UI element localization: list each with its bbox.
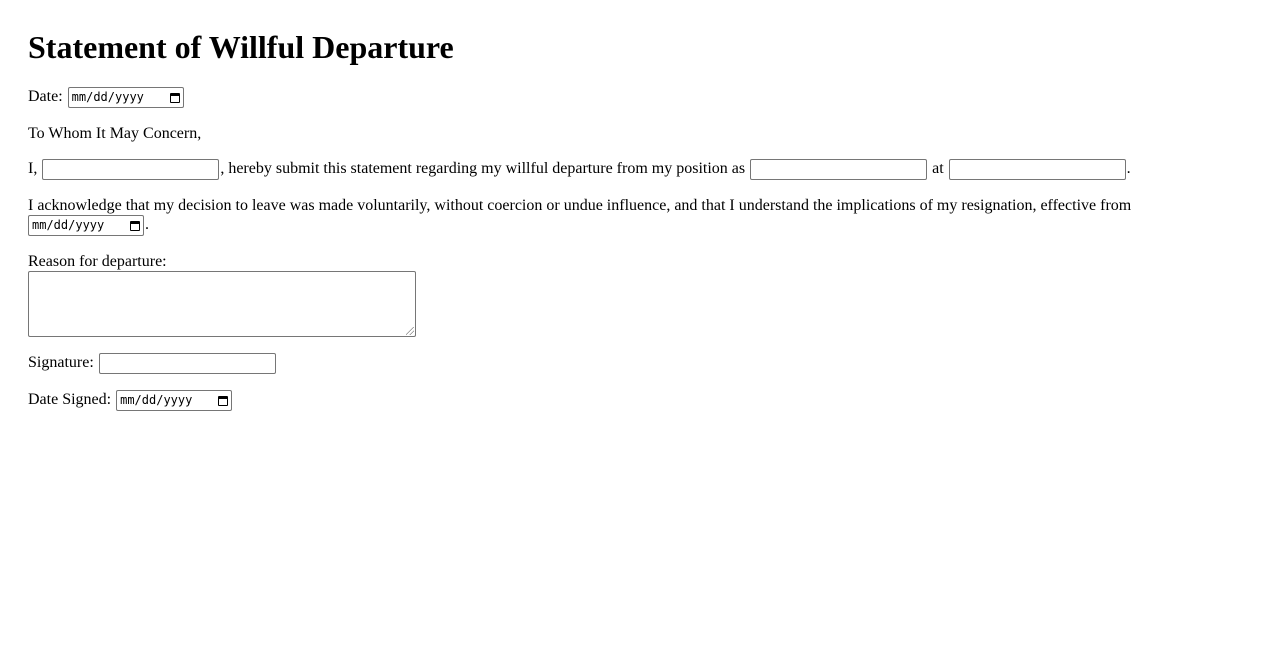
statement-middle: , hereby submit this statement regarding my willful departure from my position as <box>220 160 746 178</box>
signature-row <box>28 353 1268 374</box>
acknowledgement-end: . <box>145 216 149 234</box>
reason-textarea[interactable] <box>28 271 416 337</box>
greeting: To Whom It May Concern, <box>28 125 202 142</box>
date-label: Date: <box>28 88 63 106</box>
calendar-icon[interactable] <box>170 93 180 103</box>
signature-label: Signature: <box>28 354 94 372</box>
resize-grip-icon[interactable] <box>406 327 414 335</box>
statement-end: . <box>1126 160 1131 178</box>
position-field[interactable] <box>750 159 927 180</box>
calendar-icon[interactable] <box>218 396 228 406</box>
date-signed-field[interactable] <box>116 390 232 411</box>
signature-field[interactable] <box>99 353 276 374</box>
reason-label: Reason for departure: <box>28 253 167 270</box>
date-field[interactable] <box>68 87 184 108</box>
statement-at: at <box>932 160 944 178</box>
date-signed-row <box>28 390 1268 411</box>
date-row <box>28 87 1268 108</box>
acknowledgement-row <box>28 196 1268 236</box>
company-field[interactable] <box>949 159 1126 180</box>
date-field-placeholder: mm/dd/yyyy <box>71 90 144 104</box>
name-field[interactable] <box>42 159 219 180</box>
reason-row <box>28 252 1268 337</box>
statement-prefix: I, <box>28 160 38 178</box>
calendar-icon[interactable] <box>130 221 140 231</box>
effective-date-field[interactable] <box>28 215 144 236</box>
date-signed-label: Date Signed: <box>28 391 112 409</box>
date-signed-placeholder: mm/dd/yyyy <box>120 393 193 407</box>
effective-date-placeholder: mm/dd/yyyy <box>32 218 105 232</box>
page-title: Statement of Willful Departure <box>28 29 454 65</box>
acknowledgement-text: I acknowledge that my decision to leave was made voluntarily, without coercion or undue influence, and that I understand the implications of my resignation, effective from <box>28 197 1132 214</box>
statement-row <box>28 159 1268 180</box>
